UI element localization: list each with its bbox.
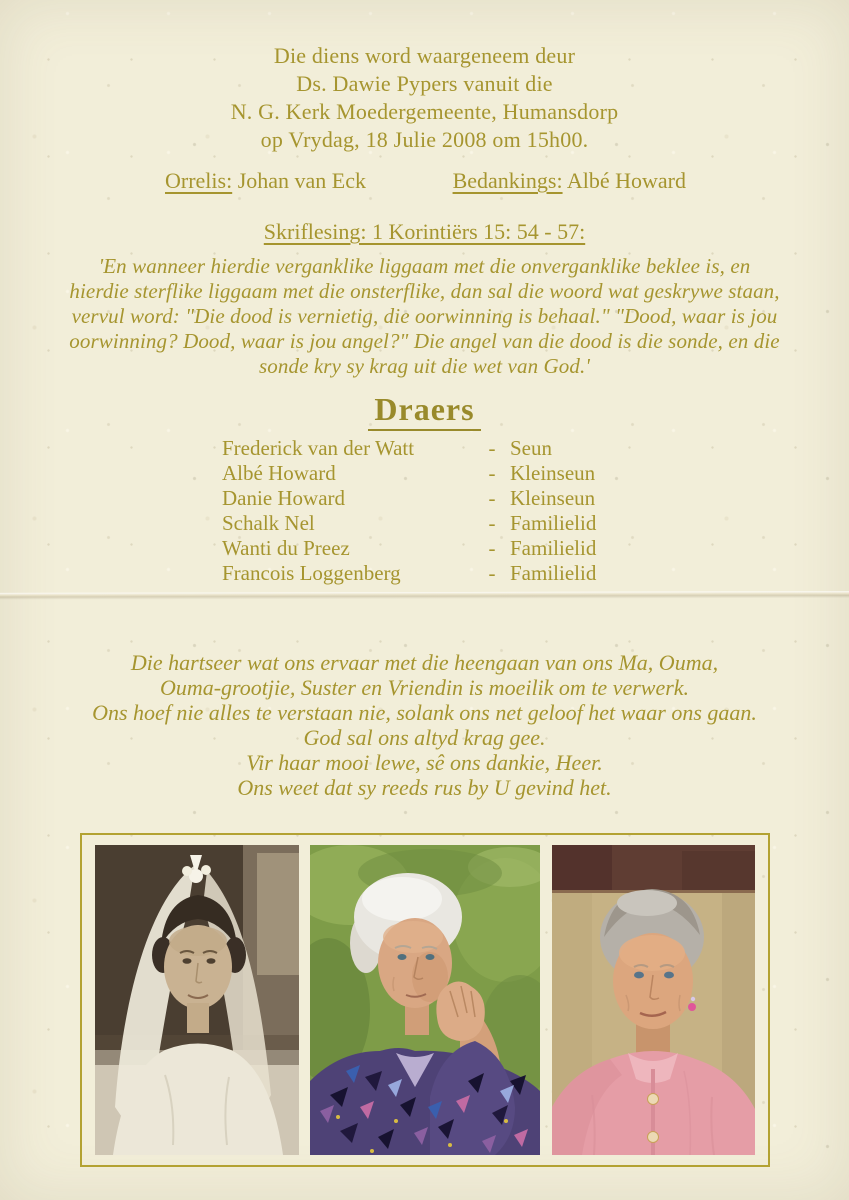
scripture-reference: Skriflesing: 1 Korintiërs 15: 54 - 57: xyxy=(263,219,586,244)
bearer-separator: - xyxy=(488,561,496,585)
photo-elderly-garden xyxy=(310,845,540,1155)
organist-label: Orrelis: xyxy=(165,168,233,193)
bearer-name: Francois Loggenberg xyxy=(222,561,401,585)
paper-fold-crease xyxy=(0,591,849,600)
bearer-name: Danie Howard xyxy=(222,486,346,510)
bearers-heading: Draers xyxy=(0,392,849,426)
tribute-line: Vir haar mooi lewe, sê ons dankie, Heer. xyxy=(246,750,603,775)
bearer-role: Familielid xyxy=(510,536,597,560)
bearer-separator: - xyxy=(488,511,496,535)
bearer-row xyxy=(222,486,849,511)
bearer-separator: - xyxy=(488,486,496,510)
tribute-line: Ouma-grootjie, Suster en Vriendin is moeilik om te verwerk. xyxy=(159,675,690,700)
thanks-entry xyxy=(453,167,686,195)
bearer-row xyxy=(222,561,849,586)
scripture-line: vervul word: "Die dood is vernietig, die oorwinning is behaal." "Dood, waar is jou xyxy=(71,304,778,328)
thanks-name: Albé Howard xyxy=(566,168,686,193)
scripture-line: oorwinning? Dood, waar is jou angel?" Die angel van die dood is die sonde, en die xyxy=(69,329,780,353)
tribute-verse xyxy=(0,650,849,800)
service-line: N. G. Kerk Moedergemeente, Humansdorp xyxy=(230,99,619,124)
photo-elderly-pink-cardigan xyxy=(552,845,755,1155)
tribute-line: Ons weet dat sy reeds rus by U gevind het. xyxy=(237,775,612,800)
organist-entry xyxy=(165,167,366,195)
officiants-row xyxy=(0,167,849,195)
organist-name: Johan van Eck xyxy=(237,168,366,193)
service-line: op Vrydag, 18 Julie 2008 om 15h00. xyxy=(260,127,589,152)
service-line: Ds. Dawie Pypers vanuit die xyxy=(296,71,553,96)
service-details xyxy=(0,0,849,154)
bearer-row xyxy=(222,536,849,561)
bearer-row xyxy=(222,511,849,536)
tribute-line: Die hartseer wat ons ervaar met die heengaan van ons Ma, Ouma, xyxy=(130,650,719,675)
bearer-separator: - xyxy=(488,536,496,560)
bearer-row xyxy=(222,461,849,486)
photo-bride-portrait xyxy=(95,845,299,1155)
bearer-role: Seun xyxy=(510,436,552,460)
photo-frame xyxy=(80,833,770,1167)
bearer-separator: - xyxy=(488,436,496,460)
bearer-separator: - xyxy=(488,461,496,485)
scripture-line: hierdie sterflike liggaam met die onsterflike, dan sal die woord wat geskrywe staan, xyxy=(69,279,780,303)
scripture-line: 'En wanneer hierdie verganklike liggaam met die onverganklike beklee is, en xyxy=(98,254,751,278)
service-line: Die diens word waargeneem deur xyxy=(273,43,576,68)
bearer-role: Kleinseun xyxy=(510,486,596,510)
thanks-label: Bedankings: xyxy=(452,168,563,193)
scripture-passage xyxy=(0,254,849,379)
bearer-role: Familielid xyxy=(510,561,597,585)
bearers-list xyxy=(222,436,849,586)
tribute-line: Ons hoef nie alles te verstaan nie, solank ons net geloof het waar ons gaan. xyxy=(92,700,757,725)
bearer-name: Frederick van der Watt xyxy=(222,436,415,460)
tribute-line: God sal ons altyd krag gee. xyxy=(303,725,546,750)
scripture-line: sonde kry sy krag uit die wet van God.' xyxy=(259,354,590,378)
bearer-name: Wanti du Preez xyxy=(222,536,350,560)
bearer-role: Kleinseun xyxy=(510,461,596,485)
bearer-role: Familielid xyxy=(510,511,597,535)
bearer-name: Albé Howard xyxy=(222,461,336,485)
bearer-row xyxy=(222,436,849,461)
bearer-name: Schalk Nel xyxy=(222,511,315,535)
